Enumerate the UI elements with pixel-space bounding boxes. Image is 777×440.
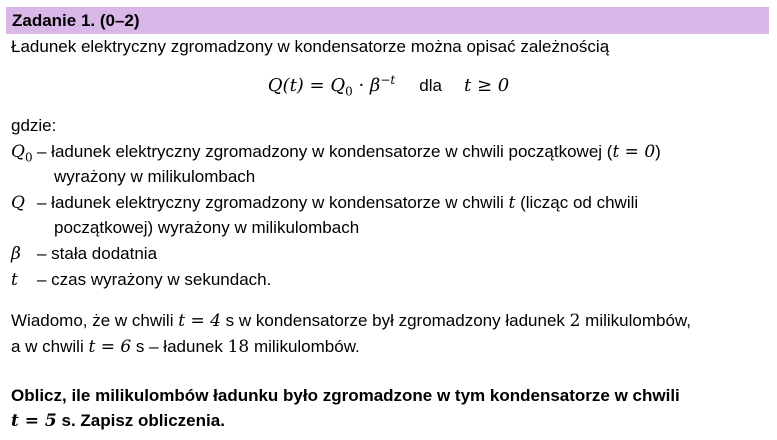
formula-exponent: −t (380, 73, 396, 87)
def-text: – czas wyrażony w sekundach. (37, 270, 272, 289)
task-instruction-2 (11, 411, 225, 431)
task-instruction-1: Oblicz, ile milikulombów ładunku było zgromadzone w tym kondensatorze w chwili (11, 386, 680, 405)
given-line-2 (11, 337, 360, 357)
given-math: t = 4 (178, 311, 221, 331)
given-text: a w chwili (11, 337, 89, 356)
given-text: – ładunek (144, 337, 228, 356)
gdzie-label: gdzie: (11, 116, 57, 135)
given-unit: s (131, 337, 145, 356)
def-math: t = 0 (612, 142, 656, 162)
def-symbol: Q (11, 193, 25, 213)
def-math: t (508, 193, 516, 213)
formula-dla: dla (419, 76, 442, 95)
def-symbol: t (11, 270, 18, 290)
task-header (6, 7, 769, 34)
given-text: milikulombów. (249, 337, 360, 356)
def-symbol: Q (11, 142, 25, 162)
def-symbol: β (11, 244, 21, 264)
task-math: t = 5 (11, 411, 57, 431)
intro-text: Ładunek elektryczny zgromadzony w kondensatorze można opisać zależnością (11, 37, 610, 56)
formula-lhs: Q(t) = Q (267, 75, 346, 96)
given-text: Wiadomo, że w chwili (11, 311, 179, 330)
definition-q (11, 193, 638, 213)
given-text: milikulombów, (580, 311, 691, 330)
def-text-end: ) (655, 142, 661, 161)
given-unit: s (220, 311, 235, 330)
definition-q-cont: początkowej) wyrażony w milikulombach (54, 218, 360, 237)
definition-q0-cont: wyrażony w milikulombach (54, 167, 256, 186)
task-title: Zadanie 1. (0–2) (12, 11, 140, 30)
def-text: – stała dodatnia (37, 244, 158, 263)
formula (0, 73, 777, 99)
definition-t (11, 270, 271, 290)
given-value: 18 (227, 337, 250, 357)
definition-beta (11, 244, 157, 264)
formula-condition: t ≥ 0 (463, 75, 510, 96)
formula-mid: · β (352, 75, 381, 96)
given-math: t = 6 (88, 337, 132, 357)
given-line-1 (11, 311, 691, 331)
def-text: – ładunek elektryczny zgromadzony w kondensatorze w chwili (37, 193, 509, 212)
def-symbol-sub: 0 (24, 150, 33, 165)
def-text-end: (licząc od chwili (515, 193, 639, 212)
formula-q-sub: 0 (345, 84, 353, 99)
def-text: – ładunek elektryczny zgromadzony w kondensatorze w chwili początkowej ( (37, 142, 613, 161)
given-value: 2 (569, 311, 581, 331)
given-text: w kondensatorze był zgromadzony ładunek (234, 311, 570, 330)
task-text: s. Zapisz obliczenia. (56, 411, 225, 430)
definition-q0 (11, 142, 661, 164)
